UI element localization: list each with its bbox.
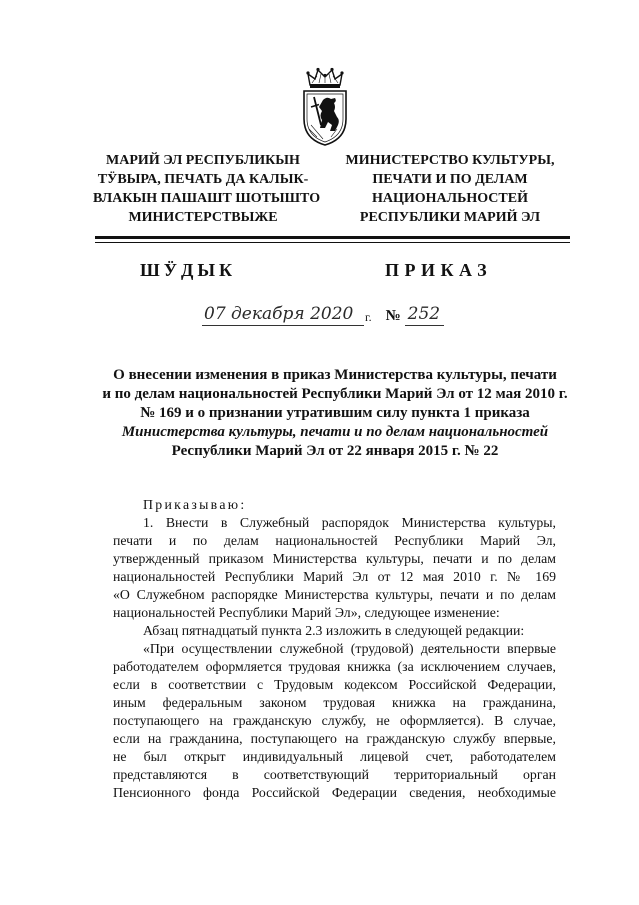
handwritten-order-number: 252 xyxy=(405,303,444,326)
body-line: «О Служебном распорядке Министерства культуры, печати и по делам xyxy=(113,587,556,602)
title-line: Республики Марий Эл от 22 января 2015 г. № 22 xyxy=(171,443,499,459)
title-line: и по делам национальностей Республики Марий Эл от 12 мая 2010 г. xyxy=(102,386,568,402)
order-date-line xyxy=(202,302,444,326)
order-body xyxy=(113,496,556,802)
body-line: печати и по делам национальностей Республики Марий Эл, xyxy=(113,533,556,548)
header-mari-ministry-name xyxy=(93,151,321,227)
doc-type-mari: ШӰДЫК xyxy=(140,260,237,280)
body-line: не был открыт индивидуальный лицевой счет, работодателем xyxy=(113,749,556,764)
body-line: национальностей Республики Марий Эл», следующее изменение: xyxy=(113,605,500,620)
body-line: Абзац пятнадцатый пункта 2.3 изложить в следующей редакции: xyxy=(143,623,525,638)
header-right-line: РЕСПУБЛИКИ МАРИЙ ЭЛ xyxy=(359,210,541,225)
body-line: иным федеральным законом трудовая книжка на гражданина, xyxy=(113,695,556,710)
number-sign: № xyxy=(385,308,401,324)
title-line: О внесении изменения в приказ Министерства культуры, печати xyxy=(113,367,557,383)
title-line: № 169 и о признании утратившим силу пункта 1 приказа xyxy=(140,405,530,421)
header-left-line: ТӰВЫРА, ПЕЧАТЬ ДА КАЛЫК- xyxy=(97,172,309,187)
header-left-line: МАРИЙ ЭЛ РЕСПУБЛИКЫН xyxy=(106,153,300,168)
body-line: «При осуществлении служебной (трудовой) деятельности впервые xyxy=(143,641,556,656)
body-line: Пенсионного фонда Российской Федерации сведения, необходимые xyxy=(113,785,556,800)
header-right-line: ПЕЧАТИ И ПО ДЕЛАМ xyxy=(372,172,528,187)
header-right-line: НАЦИОНАЛЬНОСТЕЙ xyxy=(372,191,528,206)
body-line: поступающего на гражданскую службу, не оформляется). В случае, xyxy=(113,713,556,728)
header-left-line: МИНИСТЕРСТВЫЖЕ xyxy=(128,210,278,225)
header-russian-ministry-name xyxy=(335,151,565,227)
order-title xyxy=(60,366,610,461)
order-directive-word: Приказываю: xyxy=(143,497,247,512)
year-abbrev: г. xyxy=(365,310,372,324)
body-line: национальностей Республики Марий Эл от 12 мая 2010 г. № 169 xyxy=(113,569,556,584)
body-line: 1. Внести в Служебный распорядок Министерства культуры, xyxy=(143,515,556,530)
body-line: утвержденный приказом Министерства культуры, печати и по делам xyxy=(113,551,556,566)
header-right-line: МИНИСТЕРСТВО КУЛЬТУРЫ, xyxy=(345,153,555,168)
body-line: если в соответствии с Трудовым кодексом Российской Федерации, xyxy=(113,677,556,692)
header-double-rule xyxy=(95,236,570,243)
header-left-line: ВЛАКЫН ПАШАШТ ШОТЫШТО xyxy=(93,191,321,206)
crown-icon xyxy=(306,68,343,88)
coat-of-arms-icon xyxy=(297,67,353,147)
doc-type-russian: ПРИКАЗ xyxy=(385,260,493,280)
title-line: Министерства культуры, печати и по делам национальностей xyxy=(121,424,549,440)
body-line: если на гражданина, поступающего на гражданскую службу впервые, xyxy=(113,731,556,746)
body-line: работодателем оформляется трудовая книжка (за исключением случаев, xyxy=(113,659,556,674)
shield-icon xyxy=(304,91,346,145)
body-line: представляются в соответствующий территориальный орган xyxy=(113,767,556,782)
handwritten-date: 07 декабря 2020 xyxy=(202,303,364,326)
